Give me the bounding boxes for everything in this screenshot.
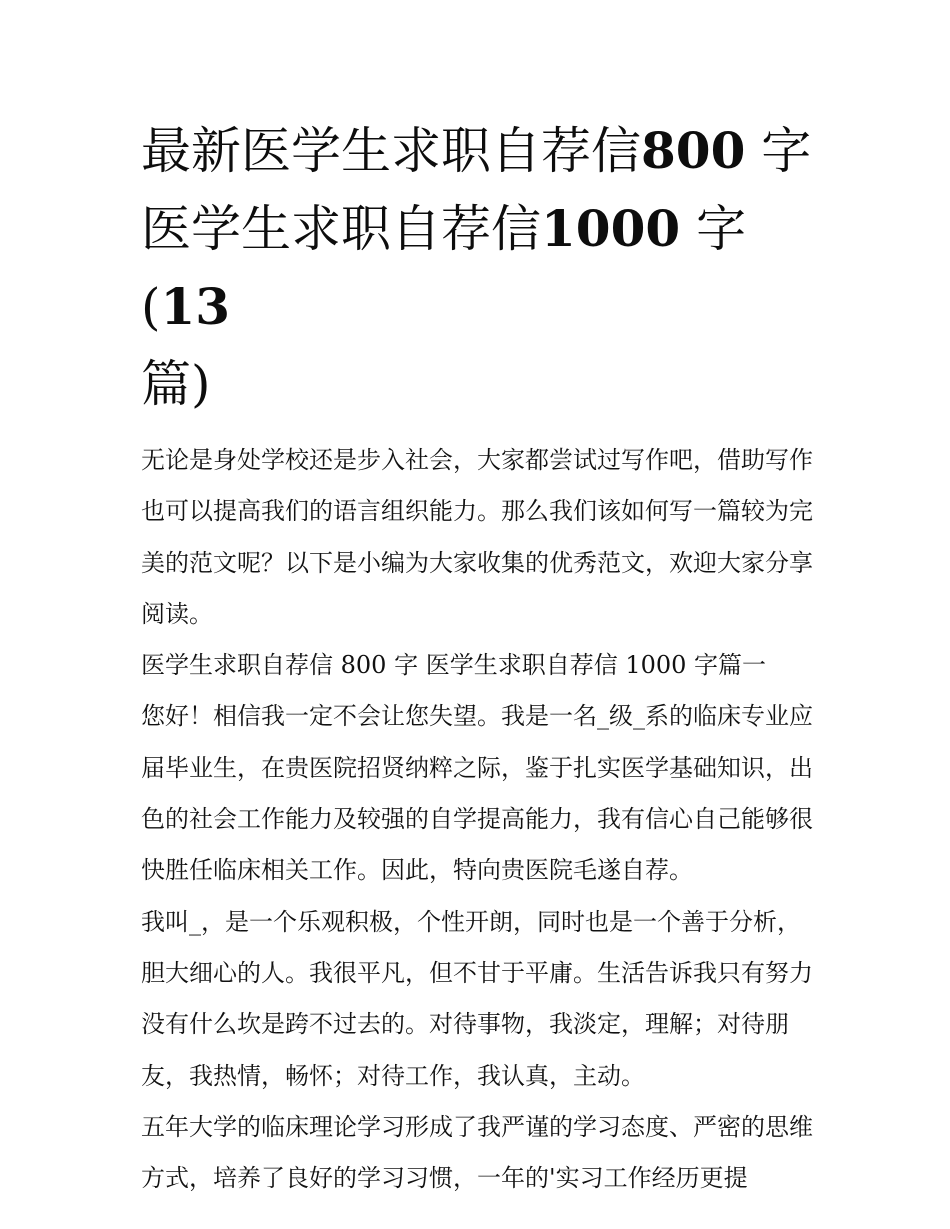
document-title [141, 112, 813, 423]
title-segment: 1000 [541, 199, 681, 258]
body-paragraph: 您好！相信我一定不会让您失望。我是一名_级_系的临床专业应届毕业生，在贵医院招贤纳粹之际，鉴于扎实医学基础知识，出色的社会工作能力及较强的自学提高能力，我有信心自己能够很快胜任临床相关工作。因此，特向贵医院毛遂自荐。 [141, 702, 813, 885]
title-segment: 最新医学生求职自荐信 [141, 122, 641, 180]
title-segment: 字 医学生求职自荐信 [141, 122, 812, 258]
title-segment: 800 [641, 121, 746, 180]
body-paragraph: 我叫_，是一个乐观积极，个性开朗，同时也是一个善于分析，胆大细心的人。我很平凡，但不甘于平庸。生活告诉我只有努力没有什么坎是跨不过去的。对待事物，我淡定，理解；对待朋友，我热情，畅怀；对待工作，我认真，主动。 [141, 907, 813, 1090]
document-body [141, 435, 813, 1204]
document-page [141, 112, 813, 1204]
section-heading: 医学生求职自荐信 800 字 医学生求职自荐信 1000 字篇一 [141, 651, 767, 680]
title-segment: 篇) [141, 355, 211, 413]
title-segment: 13 [160, 277, 231, 336]
body-paragraph: 五年大学的临床理论学习形成了我严谨的学习态度、严密的思维方式，培养了良好的学习习惯，一年的'实习工作经历更提 [141, 1112, 813, 1193]
intro-paragraph: 无论是身处学校还是步入社会，大家都尝试过写作吧，借助写作也可以提高我们的语言组织能力。那么我们该如何写一篇较为完美的范文呢？以下是小编为大家收集的优秀范文，欢迎大家分享阅读。 [141, 446, 813, 628]
title-segment: 字( [141, 200, 747, 336]
